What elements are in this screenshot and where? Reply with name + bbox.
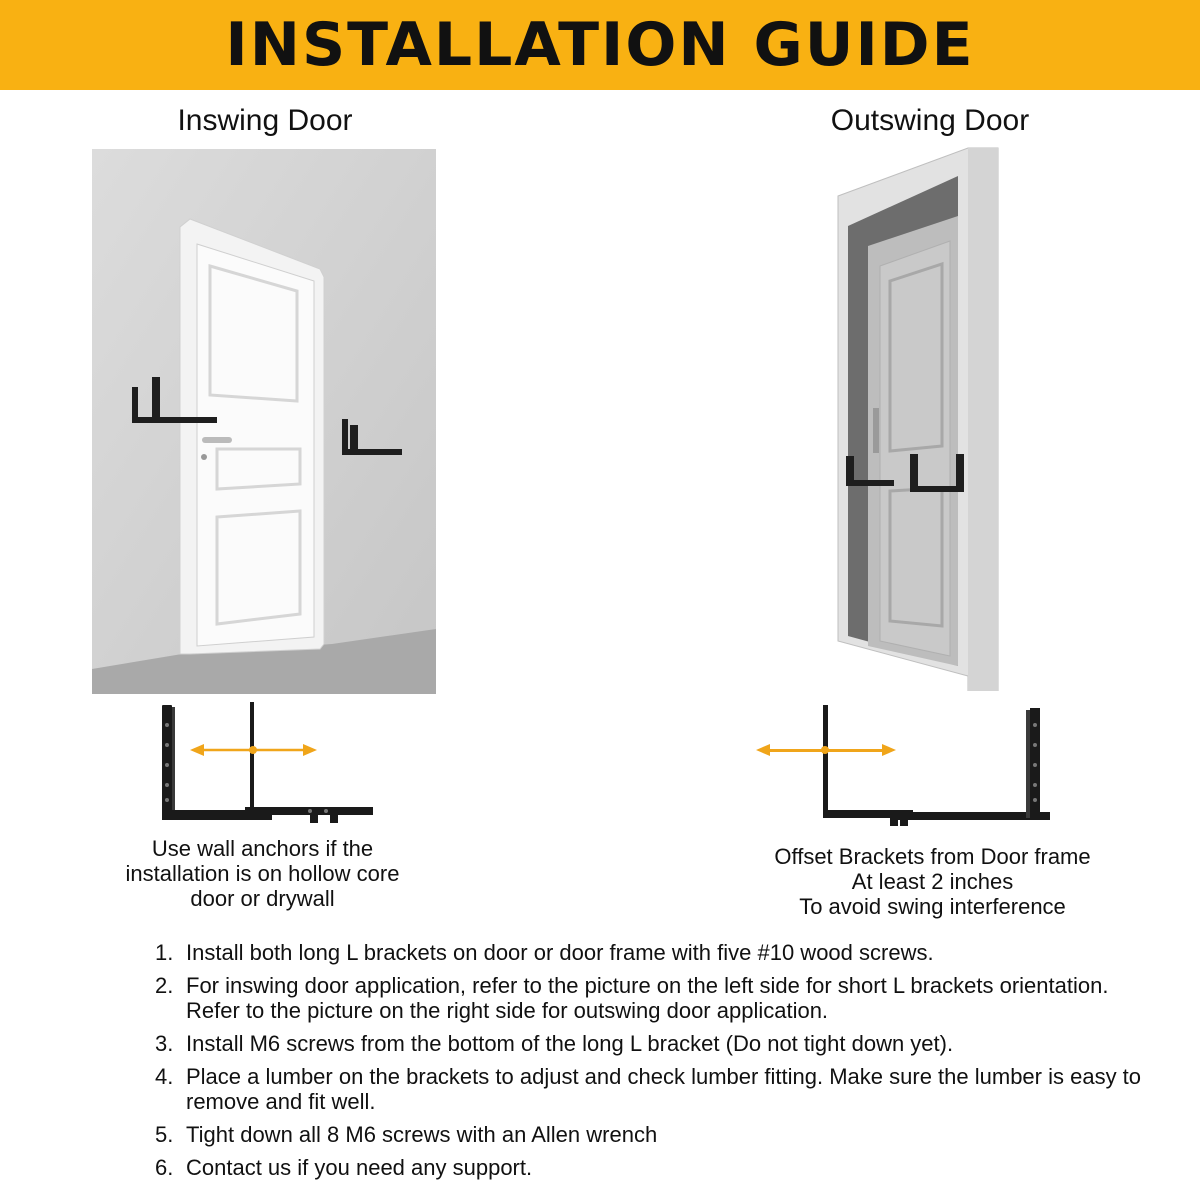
step-item — [155, 1031, 1165, 1056]
step-number: 3. — [155, 1031, 174, 1056]
step-text: Tight down all 8 M6 screws with an Allen wrench — [186, 1122, 658, 1147]
step-item — [155, 973, 1165, 1023]
step-item — [155, 1122, 1165, 1147]
step-text: Install both long L brackets on door or door frame with five #10 wood screws. — [186, 940, 934, 965]
inswing-caption — [80, 836, 445, 911]
outswing-door-photo — [818, 146, 1036, 691]
step-item — [155, 1064, 1165, 1114]
step-number: 4. — [155, 1064, 174, 1089]
step-text: For inswing door application, refer to the picture on the left side for short L brackets orientation. Refer to the picture on the right side for outswing door application. — [186, 973, 1109, 1023]
page-title: INSTALLATION GUIDE — [225, 10, 975, 80]
outswing-door-title: Outswing Door — [830, 104, 1030, 137]
inswing-bracket-diagram — [150, 700, 390, 835]
inswing-door-title: Inswing Door — [177, 104, 353, 137]
inswing-caption-line: Use wall anchors if the — [151, 836, 374, 861]
outswing-caption-line: Offset Brackets from Door frame — [774, 844, 1091, 869]
step-number: 2. — [155, 973, 174, 998]
outswing-caption-line: At least 2 inches — [851, 869, 1014, 894]
outswing-bracket-diagram — [740, 700, 1070, 835]
step-number: 1. — [155, 940, 174, 965]
inswing-door-photo — [92, 149, 436, 694]
step-text: Install M6 screws from the bottom of the long L bracket (Do not tight down yet). — [186, 1031, 954, 1056]
inswing-caption-line: door or drywall — [190, 886, 335, 911]
step-item — [155, 1155, 1165, 1180]
outswing-caption — [730, 844, 1135, 919]
step-text: Contact us if you need any support. — [186, 1155, 533, 1180]
step-item — [155, 940, 1165, 965]
step-number: 5. — [155, 1122, 174, 1147]
outswing-caption-line: To avoid swing interference — [799, 894, 1066, 919]
inswing-caption-line: installation is on hollow core — [125, 861, 400, 886]
step-number: 6. — [155, 1155, 174, 1180]
instruction-steps — [155, 940, 1165, 1188]
step-text: Place a lumber on the brackets to adjust and check lumber fitting. Make sure the lumber is easy to remove and fit well. — [186, 1064, 1142, 1114]
title-banner — [0, 0, 1200, 90]
